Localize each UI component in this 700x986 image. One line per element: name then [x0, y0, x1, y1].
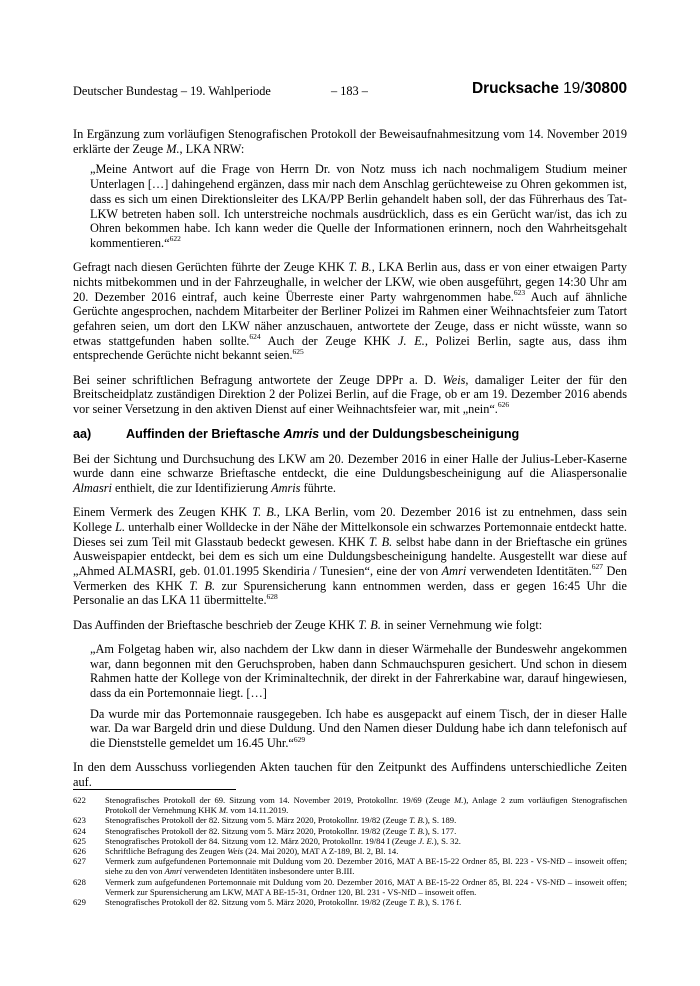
footnote-ref-625[interactable]: 625 — [292, 346, 304, 356]
footnote-ref-626[interactable]: 626 — [497, 400, 510, 410]
paragraph-1: In Ergänzung zum vorläufigen Stenografischen Protokoll der Beweisaufnahmesitzung vom 14. November 2019 erklärte der Zeuge M., LKA NRW: — [73, 127, 627, 156]
footnote-ref-623[interactable]: 623 — [513, 287, 526, 297]
paragraph-6: Das Auffinden der Brieftasche beschrieb der Zeuge KHK T. B. in seiner Vernehmung wie folgt: — [73, 617, 543, 632]
footnote-625: 625 Stenografisches Protokoll der 84. Sitzung vom 12. März 2020, Protokollnr. 19/84 I (Zeuge J. E.), S. 32. — [73, 835, 461, 846]
paragraph-2: Gefragt nach diesen Gerüchten führte der Zeuge KHK T. B., LKA Berlin aus, dass er von einer etwaigen Party nichts mitbekommen und in der Fahrzeughalle, in welcher der LKW, wie oben ausgeführt, gegen 14:30 Uhr am 20. Dezember 2016 eintraf, auch keine Überreste einer Party wahrgenommen habe.$^{623}$ Auch auf ähnliche Gerüchte angesprochen, nachdem Mitarbeiter der Berliner Polizei im Rahmen einer Weihnachtsfeier zum Tatort gefahren seien, um dort den LKW näher anzuschauen, antwortete der Zeuge, dass er nicht wüsste, wann so etwas stattgefunden haben sollte.$^{624}$ Auch der Zeuge KHK J. E., Polizei Berlin, sagte aus, dass ihm entsprechende Gerüchte nicht bekannt seien.$^{625}$ — [73, 260, 628, 363]
footnote-622: 622 Stenografisches Protokoll der 69. Sitzung vom 14. November 2019, Protokollnr. 19/69 (Zeuge M.), Anlage 2 zum vorläufigen Stenografischen Protokoll der Vernehmung KHK M. vom 14.11.2019. — [73, 795, 627, 816]
paragraph-7: In den dem Ausschuss vorliegenden Akten tauchen für den Zeitpunkt des Auffindens unterschiedliche Zeiten auf. — [73, 760, 627, 790]
footnote-ref-628[interactable]: 628 — [266, 591, 278, 601]
paragraph-3: Bei seiner schriftlichen Befragung antwortete der Zeuge DPPr a. D. Weis, damaliger Leiter der für den Breitscheidplatz zuständigen Direktion 2 der Polizei Berlin, auf die Frage, ob er am 19. Dezember 2016 abends vor seiner Versetzung in den aktiven Dienst auf einer Weihnachtsfeier war, mit „nein“.$^{626}$ — [73, 372, 627, 416]
paragraph-5: Einem Vermerk des Zeugen KHK T. B., LKA Berlin, vom 20. Dezember 2016 ist zu entnehmen, dass sein Kollege L. unterhalb einer Wolldecke in der Nähe der Mittelkonsole ein schwarzes Portemonnaie entdeckt hatte. Dieses sei zum Teil mit Glasstaub bedeckt gewesen. KHK T. B. selbst habe dann in der Brieftasche ein grünes Ausweispapier entdeckt, bei dem es sich um eine Duldungsbescheinigung handelte. Ausgestellt war diese auf „Ahmed ALMASRI, geb. 01.01.1995 Skendiria / Tunesien“, eine der von Amri verwendeten Identitäten.$^{627}$ Den Vermerken des KHK T. B. zur Spurensicherung kann entnommen werden, dass er gegen 16:45 Uhr die Personalie an das LKA 11 übermittelte.$^{628}$ — [73, 505, 627, 608]
footnote-ref-629[interactable]: 629 — [293, 734, 306, 744]
footnote-626: 626 Schriftliche Befragung des Zeugen Weis (24. Mai 2020), MAT A Z-189, Bl. 2, Bl. 14. — [73, 846, 399, 857]
footnote-627: 627 Vermerk zum aufgefundenen Portemonnaie mit Duldung vom 20. Dezember 2016, MAT A BE-15-22 Ordner 85, Bl. 223 - VS-NfD – insoweit offen; siehe zu den von Amri verwendeten Identitäten insbesondere unter B.III. — [73, 856, 627, 877]
quote-1: „Meine Antwort auf die Frage von Herrn Dr. von Notz muss ich nach nochmaligem Studium meiner Unterlagen […] dahingehend ergänzen, dass mir nach dem Anschlag gerüchteweise zu Ohren gekommen ist, dass es sich um einen Direktionsleiter des LKA/PP Berlin gehandelt haben soll, der das Führerhaus des Tat-LKW betreten haben soll. Ich unterstreiche nochmals ausdrücklich, dass es ein Gerücht war/ist, das ich zu Ohren bekommen habe. Ich kann weder die Quelle der Informationen erinnern, noch den Wahrheitsgehalt kommentieren.“$^{622}$ — [90, 162, 627, 250]
section-heading: aa) Auffinden der Brieftasche Amris und der Duldungsbescheinigung — [73, 427, 520, 442]
paragraph-4: Bei der Sichtung und Durchsuchung des LKW am 20. Dezember 2016 in einer Halle der Julius-Leber-Kaserne wurde dann eine schwarze Brieftasche entdeckt, die eine Duldungsbescheinigung auf die Aliaspersonalie Almasri enthielt, die zur Identifizierung Amris führte. — [73, 451, 627, 496]
footnote-ref-622[interactable]: 622 — [169, 234, 181, 244]
header-page-number: – 183 – — [331, 84, 368, 98]
document-body — [73, 127, 627, 790]
header-parliament: Deutscher Bundestag – 19. Wahlperiode — [73, 84, 271, 98]
header-drucksache: Drucksache 19/30800 — [472, 80, 627, 97]
footnote-ref-627[interactable]: 627 — [591, 562, 603, 572]
footnote-628: 628 Vermerk zum aufgefundenen Portemonnaie mit Duldung vom 20. Dezember 2016, MAT A BE-15-22 Ordner 85, Bl. 224 - VS-NfD – insoweit offen; Vermerk zur Spurensicherung am LKW, MAT A BE-15-31, Ordner 120, Bl. 231 - VS-NfD – insoweit offen. — [73, 876, 627, 897]
footnote-ref-624[interactable]: 624 — [249, 332, 261, 342]
footnote-629: 629 Stenografisches Protokoll der 82. Sitzung vom 5. März 2020, Protokollnr. 19/82 (Zeuge T. B.), S. 176 f. — [73, 897, 462, 908]
page-header — [73, 80, 627, 102]
footnotes — [73, 795, 627, 907]
footnote-separator — [73, 789, 236, 790]
quote-3: Da wurde mir das Portemonnaie rausgegeben. Ich habe es ausgepackt auf einem Tisch, der in dieser Halle war. Da war Bargeld drin und diese Duldung. Und den Namen dieser Duldung habe ich dann telefonisch auf die Dienststelle gemeldet um 16.45 Uhr.“$^{629}$ — [90, 706, 627, 751]
footnote-623: 623 Stenografisches Protokoll der 82. Sitzung vom 5. März 2020, Protokollnr. 19/82 (Zeuge T. B.), S. 189. — [73, 815, 457, 826]
quote-2: „Am Folgetag haben wir, also nachdem der Lkw dann in dieser Wärmehalle der Bundeswehr angekommen war, dann begonnen mit den Geruchsproben, haben dann Schmauchspuren gesichert. Und schon in diesem Rahmen hatte der Kollege von der Kriminaltechnik, der direkt in der Fahrerkabine war, darauf hingewiesen, dass da ein Portemonnaie liegt. […] — [90, 641, 627, 700]
footnote-624: 624 Stenografisches Protokoll der 82. Sitzung vom 5. März 2020, Protokollnr. 19/82 (Zeuge T. B.), S. 177. — [73, 825, 457, 836]
